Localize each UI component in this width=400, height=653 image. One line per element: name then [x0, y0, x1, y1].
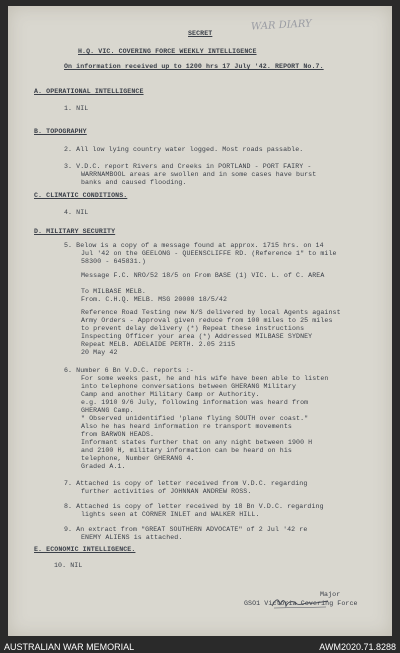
message-date: 20 May 42 — [81, 349, 118, 356]
archive-reference: AWM2020.71.8288 — [319, 642, 396, 652]
para-10: 10. NIL — [54, 562, 83, 569]
section-d-title: D. MILITARY SECURITY — [34, 228, 116, 235]
para-5-line-1: 5. Below is a copy of a message found at approx. 1715 hrs. on 14 — [64, 242, 324, 249]
report-line: On information received up to 1200 hrs 17 July '42. REPORT No.7. — [64, 63, 324, 70]
para-6-grading: Graded A.1. — [81, 463, 126, 470]
para-6-line-7: " Observed unidentified 'plane flying SOUTH over coast." — [81, 415, 309, 422]
section-c-title: C. CLIMATIC CONDITIONS. — [34, 192, 128, 199]
message-body-5: Repeat MELB. ADELAIDE PERTH. 2.05 2115 — [81, 341, 236, 348]
para-7-line-1: 7. Attached is copy of letter received from V.D.C. regarding — [64, 480, 308, 487]
para-6-line-4: Camp and another Military Camp or Authority. — [81, 391, 260, 398]
para-4: 4. NIL — [64, 209, 89, 216]
para-6-line-2: For some weeks past, he and his wife have been able to listen — [81, 375, 329, 382]
para-6-line-10: Informant states further that on any night between 1900 H — [81, 439, 313, 446]
security-classification: SECRET — [188, 30, 213, 37]
section-b-title: B. TOPOGRAPHY — [34, 128, 87, 135]
message-from: From. C.H.Q. MELB. MSG 20000 18/5/42 — [81, 296, 228, 303]
para-6-line-3: into telephone conversations between GHERANG Military — [81, 383, 297, 390]
para-6-line-5: e.g. 1910 9/6 July, following information was heard from — [81, 399, 309, 406]
para-6-line-9: from BARWON HEADS. — [81, 431, 155, 438]
para-6-line-8: Also he has heard information re transport movements — [81, 423, 292, 430]
para-7-line-2: further activities of JOHNNAN ANDREW ROSS. — [81, 488, 252, 495]
document-page — [8, 6, 392, 636]
message-body-4: Inspecting Officer your area (*) Addressed MILBASE SYDNEY — [81, 333, 313, 340]
section-a-title: A. OPERATIONAL INTELLIGENCE — [34, 88, 144, 95]
para-9-line-2: ENEMY ALIENS is attached. — [81, 534, 183, 541]
signatory-unit: GSO1 Victoria Covering Force — [244, 600, 358, 607]
message-body-1: Reference Road Testing new N/S delivered by local Agents against — [81, 309, 341, 316]
signatory-rank: Major — [320, 591, 341, 598]
archive-name: AUSTRALIAN WAR MEMORIAL — [4, 642, 135, 652]
para-9-line-1: 9. An extract from "GREAT SOUTHERN ADVOCATE" of 2 Jul '42 re — [64, 526, 308, 533]
message-to: To MILBASE MELB. — [81, 288, 146, 295]
para-5-line-3: 58300 - 645831.) — [81, 258, 146, 265]
war-diary-stamp: WAR DIARY — [250, 18, 312, 33]
para-3-line-2: WARRNAMBOOL areas are swollen and in some cases have burst — [81, 171, 317, 178]
para-8-line-2: lights seen at CORNER INLET and WALKER HILL. — [81, 511, 260, 518]
message-header: Message F.C. NRO/52 18/5 on From BASE (1) VIC. L. of C. AREA — [81, 272, 325, 279]
section-e-title: E. ECONOMIC INTELLIGENCE. — [34, 546, 136, 553]
para-6-line-6: GHERANG Camp. — [81, 407, 134, 414]
para-2: 2. All low lying country water logged. Most roads passable. — [64, 146, 304, 153]
message-body-2: Army Orders - Approval given reduce from 100 miles to 25 miles — [81, 317, 333, 324]
para-6-line-12: telephone, Number GHERANG 4. — [81, 455, 195, 462]
archive-footer — [0, 640, 400, 653]
message-body-3: to prevent delay delivery (*) Repeat these instructions — [81, 325, 305, 332]
para-3-line-3: banks and caused flooding. — [81, 179, 187, 186]
para-5-line-2: Jul '42 on the GEELONG - QUEENSCLIFFE RD. (Reference 1" to mile — [81, 250, 337, 257]
document-title: H.Q. VIC. COVERING FORCE WEEKLY INTELLIGENCE — [78, 48, 257, 55]
para-3-line-1: 3. V.D.C. report Rivers and Creeks in PORTLAND - PORT FAIRY - — [64, 163, 312, 170]
para-6-line-11: and 2100 H, military information can be heard on his — [81, 447, 292, 454]
para-6-line-1: 6. Number 6 Bn V.D.C. reports :- — [64, 367, 194, 374]
para-8-line-1: 8. Attached is copy of letter received by 18 Bn V.D.C. regarding — [64, 503, 324, 510]
para-1: 1. NIL — [64, 105, 89, 112]
